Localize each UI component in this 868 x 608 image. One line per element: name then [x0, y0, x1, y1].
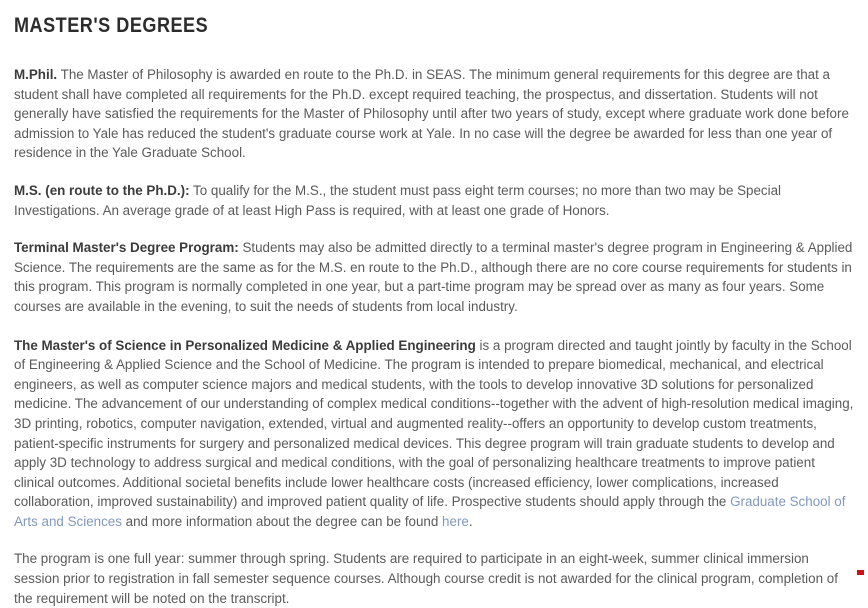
paragraph-text-personalized-medicine-part1: is a program directed and taught jointly by faculty in the School of Engineering & Applied Science and the School of Medicine. The program is intended to prepare biomedical, mechanical, and electrical engineers, as well as computer science majors and medical students, with the tools to develop innovative 3D solutions for personalized medicine. The advancement of our understanding of complex medical conditions--together with the advent of high-resolution medical imaging, 3D printing, robotics, computer navigation, extended, virtual and augmented reality--offers an opportunity to develop custom treatments, patient-specific instruments for surgery and personalized medical devices. This degree program will train graduate students to develop and apply 3D technology to address surgical and medical conditions, with the goal of personalizing healthcare treatments to improve patient clinical outcomes. Additional societal benefits include lower healthcare costs (increased efficiency, lower complications, increased collaboration, improved sustainability) and improved patient quality of life. Prospective students should apply through the: [14, 337, 854, 510]
paragraph-text-personalized-medicine-part2: and more information about the degree can be found: [121, 513, 443, 529]
paragraph-terminal-masters: [14, 238, 854, 316]
red-marker-icon: [857, 570, 864, 575]
paragraph-ms-en-route: [14, 181, 854, 220]
masters-degrees-section: [0, 14, 868, 608]
paragraph-lead-mphil: M.Phil.: [14, 67, 58, 82]
paragraph-lead-terminal-masters: Terminal Master's Degree Program:: [14, 240, 239, 256]
paragraph-lead-personalized-medicine: The Master's of Science in Personalized Medicine & Applied Engineering: [14, 337, 476, 353]
paragraph-text-terminal-masters: Students may also be admitted directly to a terminal master's degree program in Engineering & Applied Science. The requirements are the same as for the M.S. en route to the Ph.D., although there are no core course requirements for students in this program. This program is normally completed in one year, but a part-time program may be spread over as many as four years. Some courses are available in the evening, to suit the needs of students from local industry.: [14, 240, 853, 314]
paragraph-lead-ms-en-route: M.S. (en route to the Ph.D.):: [14, 182, 190, 198]
paragraph-program-length: [14, 549, 854, 608]
paragraph-text-program-length: The program is one full year: summer through spring. Students are required to participate in an eight-week, summer clinical immersion session prior to registration in fall semester sequence courses. Although course credit is not awarded for the clinical program, completion of the requirement will be noted on the transcript.: [14, 551, 838, 606]
paragraph-mphil: [14, 65, 854, 163]
link-graduate-school-arts-sciences[interactable]: Graduate School of Arts and Sciences: [14, 494, 846, 529]
paragraph-text-mphil: The Master of Philosophy is awarded en route to the Ph.D. in SEAS. The minimum general requirements for this degree are that a student shall have completed all requirements for the Ph.D. except required teaching, the prospectus, and dissertation. Students will not generally have satisfied the requirements for the Master of Philosophy until after two years of study, except where graduate work done before admission to Yale has reduced the student's graduate course work at Yale. In no case will the degree be awarded for less than one year of residence in the Yale Graduate School.: [14, 67, 849, 161]
paragraph-text-ms-en-route: To qualify for the M.S., the student must pass eight term courses; no more than two may be Special Investigations. An average grade of at least High Pass is required, with at least one grade of Honors.: [14, 182, 782, 218]
paragraph-text-personalized-medicine-part3: .: [468, 513, 473, 529]
page-title: MASTER'S DEGREES: [14, 14, 209, 37]
link-here[interactable]: here: [442, 513, 469, 529]
paragraph-personalized-medicine: [14, 336, 854, 532]
